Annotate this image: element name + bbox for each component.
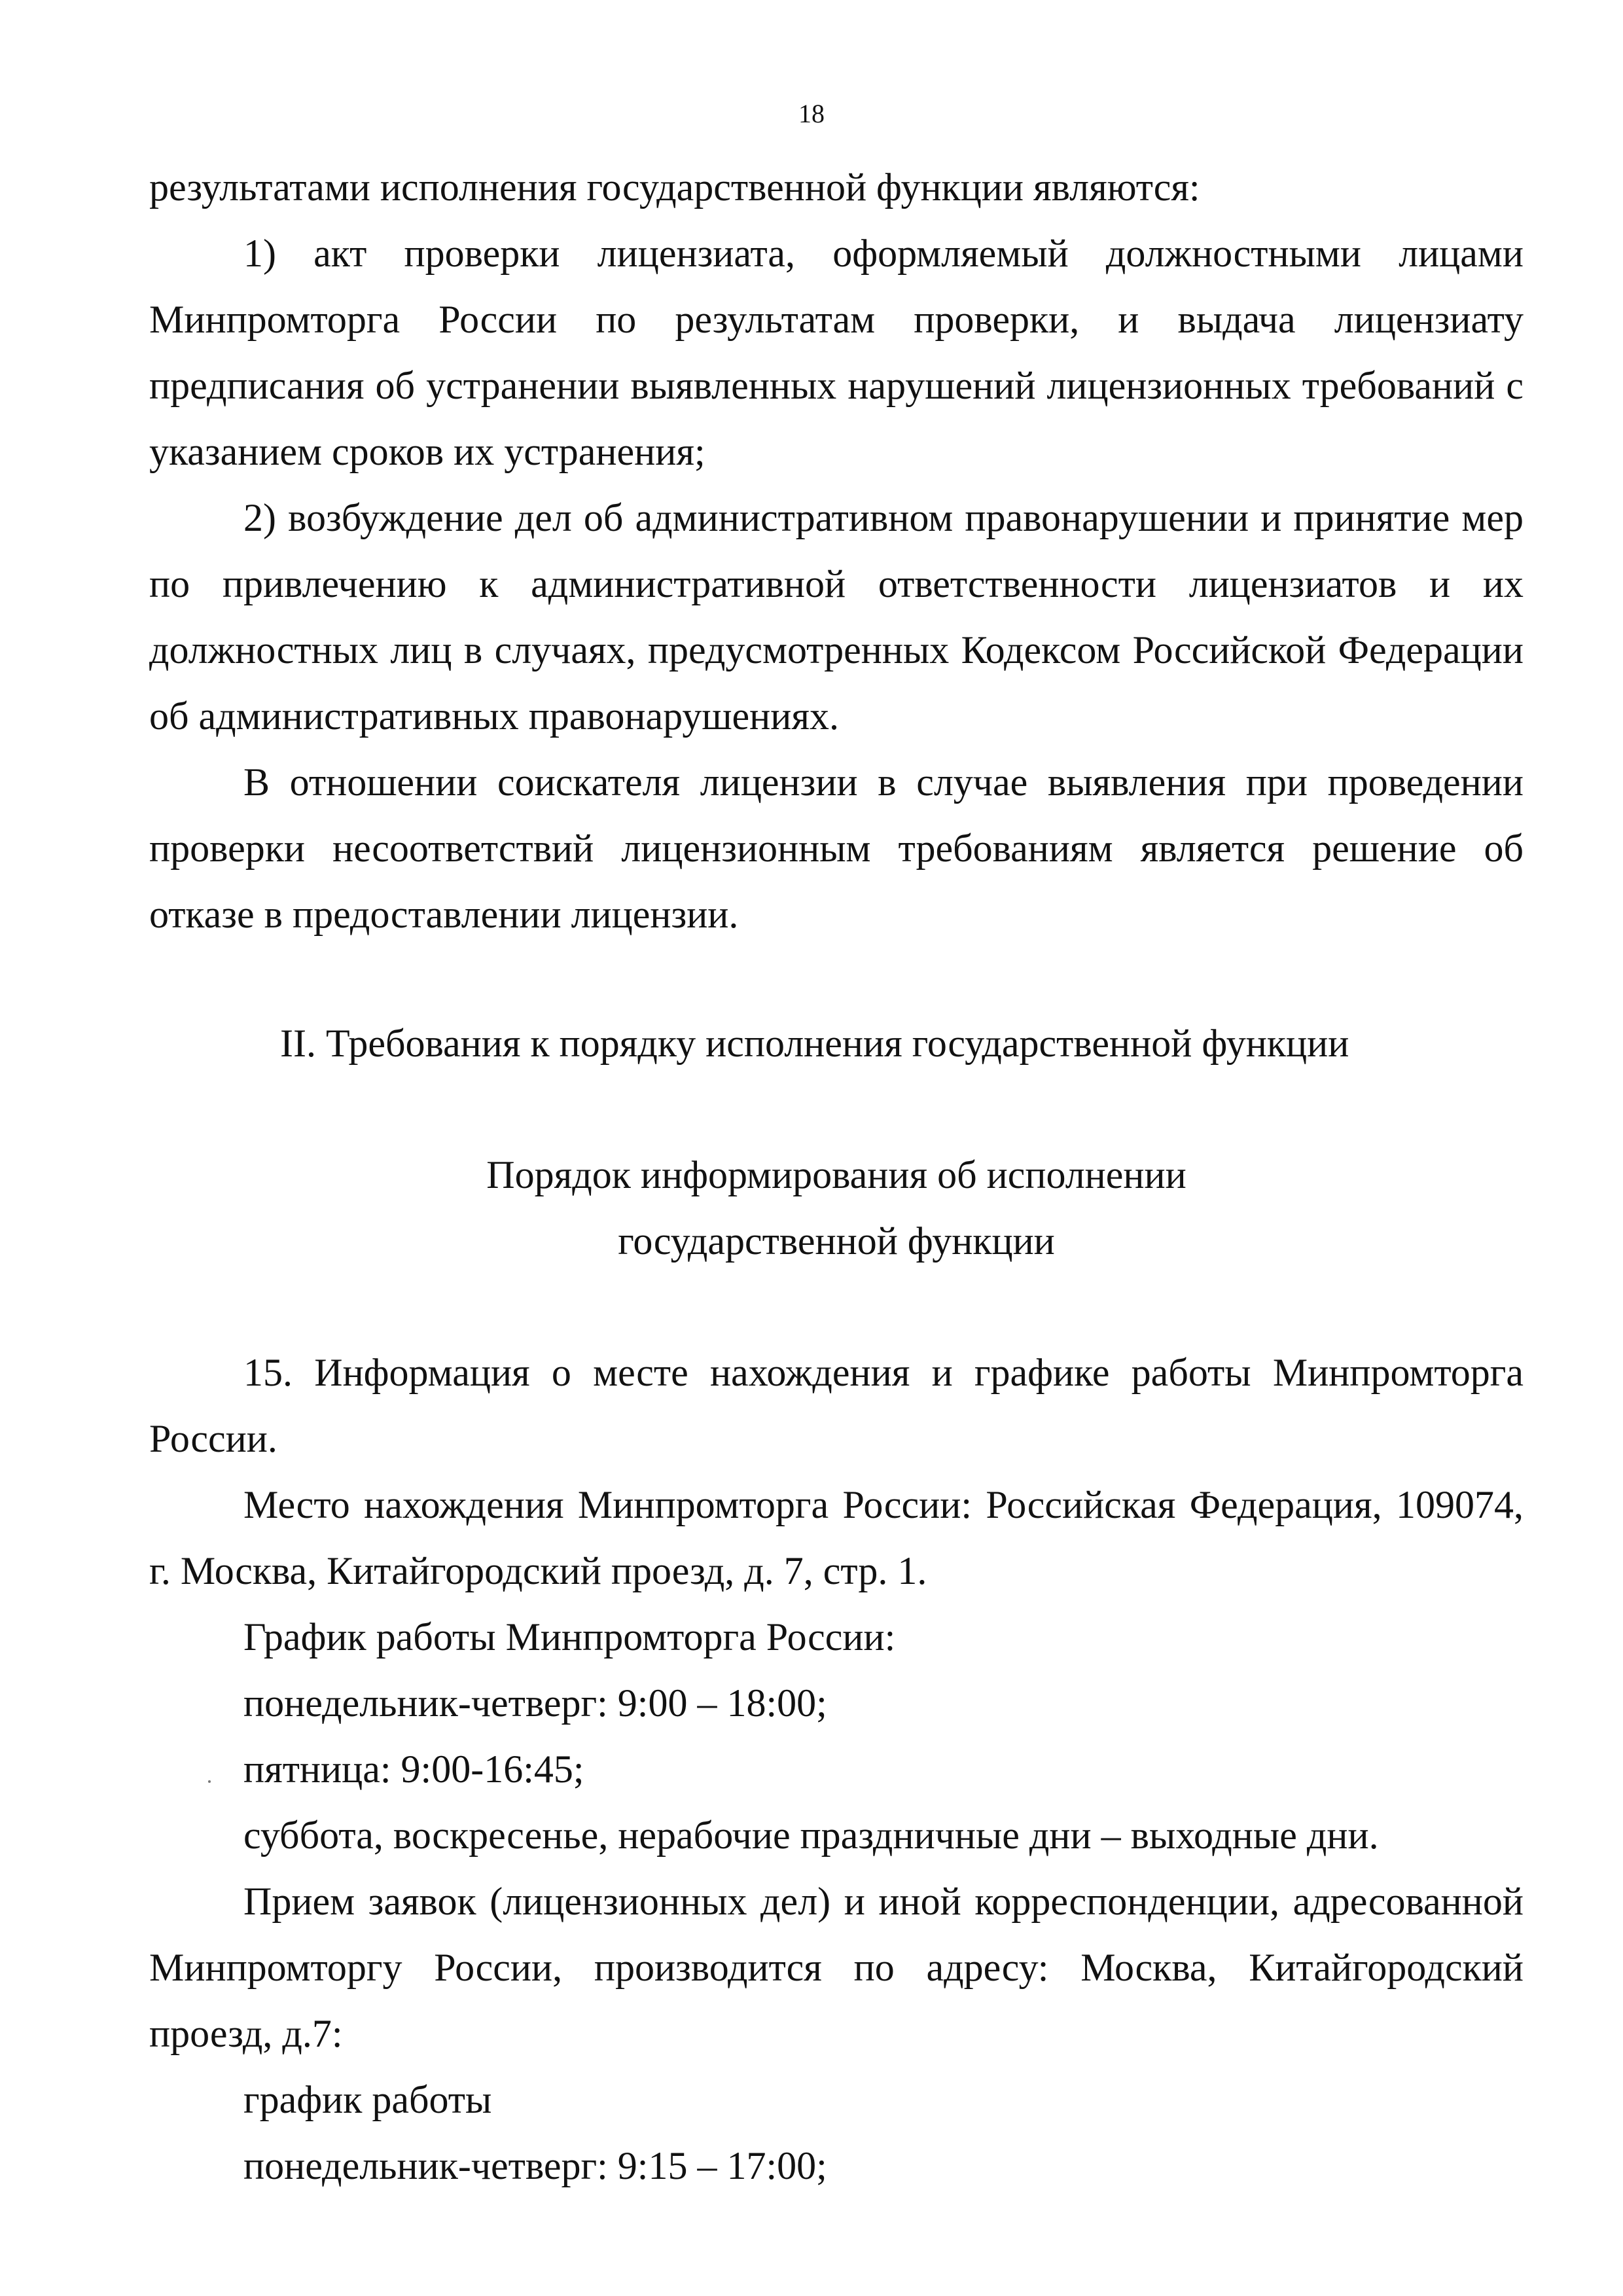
- reception-schedule-title: график работы: [243, 2078, 492, 2121]
- paragraph-results: результатами исполнения государственной функции являются:: [149, 166, 1200, 209]
- page-content: [149, 154, 1524, 2199]
- page-number: 18: [798, 99, 825, 128]
- paragraph-15: 15. Информация о месте нахождения и графике работы Минпромторга России.: [149, 1351, 1524, 1460]
- scan-speck: [208, 1780, 211, 1783]
- schedule-mon-thu: понедельник-четверг: 9:00 – 18:00;: [243, 1681, 827, 1725]
- schedule-title: График работы Минпромторга России:: [243, 1615, 896, 1659]
- paragraph-applicant: В отношении соискателя лицензии в случае выявления при проведении проверки несоответствий лицензионным требованиям является решение об отказе в предоставлении лицензии.: [149, 761, 1524, 936]
- schedule-fri: пятница: 9:00-16:45;: [243, 1748, 584, 1791]
- section-heading: II. Требования к порядку исполнения государственной функции: [280, 1022, 1349, 1065]
- paragraph-location: Место нахождения Минпромторга России: Российская Федерация, 109074, г. Москва, Китайгородский проезд, д. 7, стр. 1.: [149, 1483, 1524, 1592]
- paragraph-item-1: 1) акт проверки лицензиата, оформляемый должностными лицами Минпромторга России по результатам проверки, и выдача лицензиату предписания об устранении выявленных нарушений лицензионных требований с указанием сроков их устранения;: [149, 232, 1524, 473]
- subheading-line-1: Порядок информирования об исполнении: [486, 1153, 1186, 1196]
- reception-mon-thu: понедельник-четверг: 9:15 – 17:00;: [243, 2144, 827, 2187]
- paragraph-reception: Прием заявок (лицензионных дел) и иной корреспонденции, адресованной Минпромторгу России, производится по адресу: Москва, Китайгородский проезд, д.7:: [149, 1880, 1524, 2055]
- subheading-line-2: государственной функции: [618, 1219, 1055, 1263]
- paragraph-item-2: 2) возбуждение дел об административном правонарушении и принятие мер по привлечению к административной ответственности лицензиатов и их должностных лиц в случаях, предусмотренных Кодексом Российской Федерации об административных правонарушениях.: [149, 496, 1524, 738]
- schedule-weekend: суббота, воскресенье, нерабочие праздничные дни – выходные дни.: [243, 1814, 1379, 1857]
